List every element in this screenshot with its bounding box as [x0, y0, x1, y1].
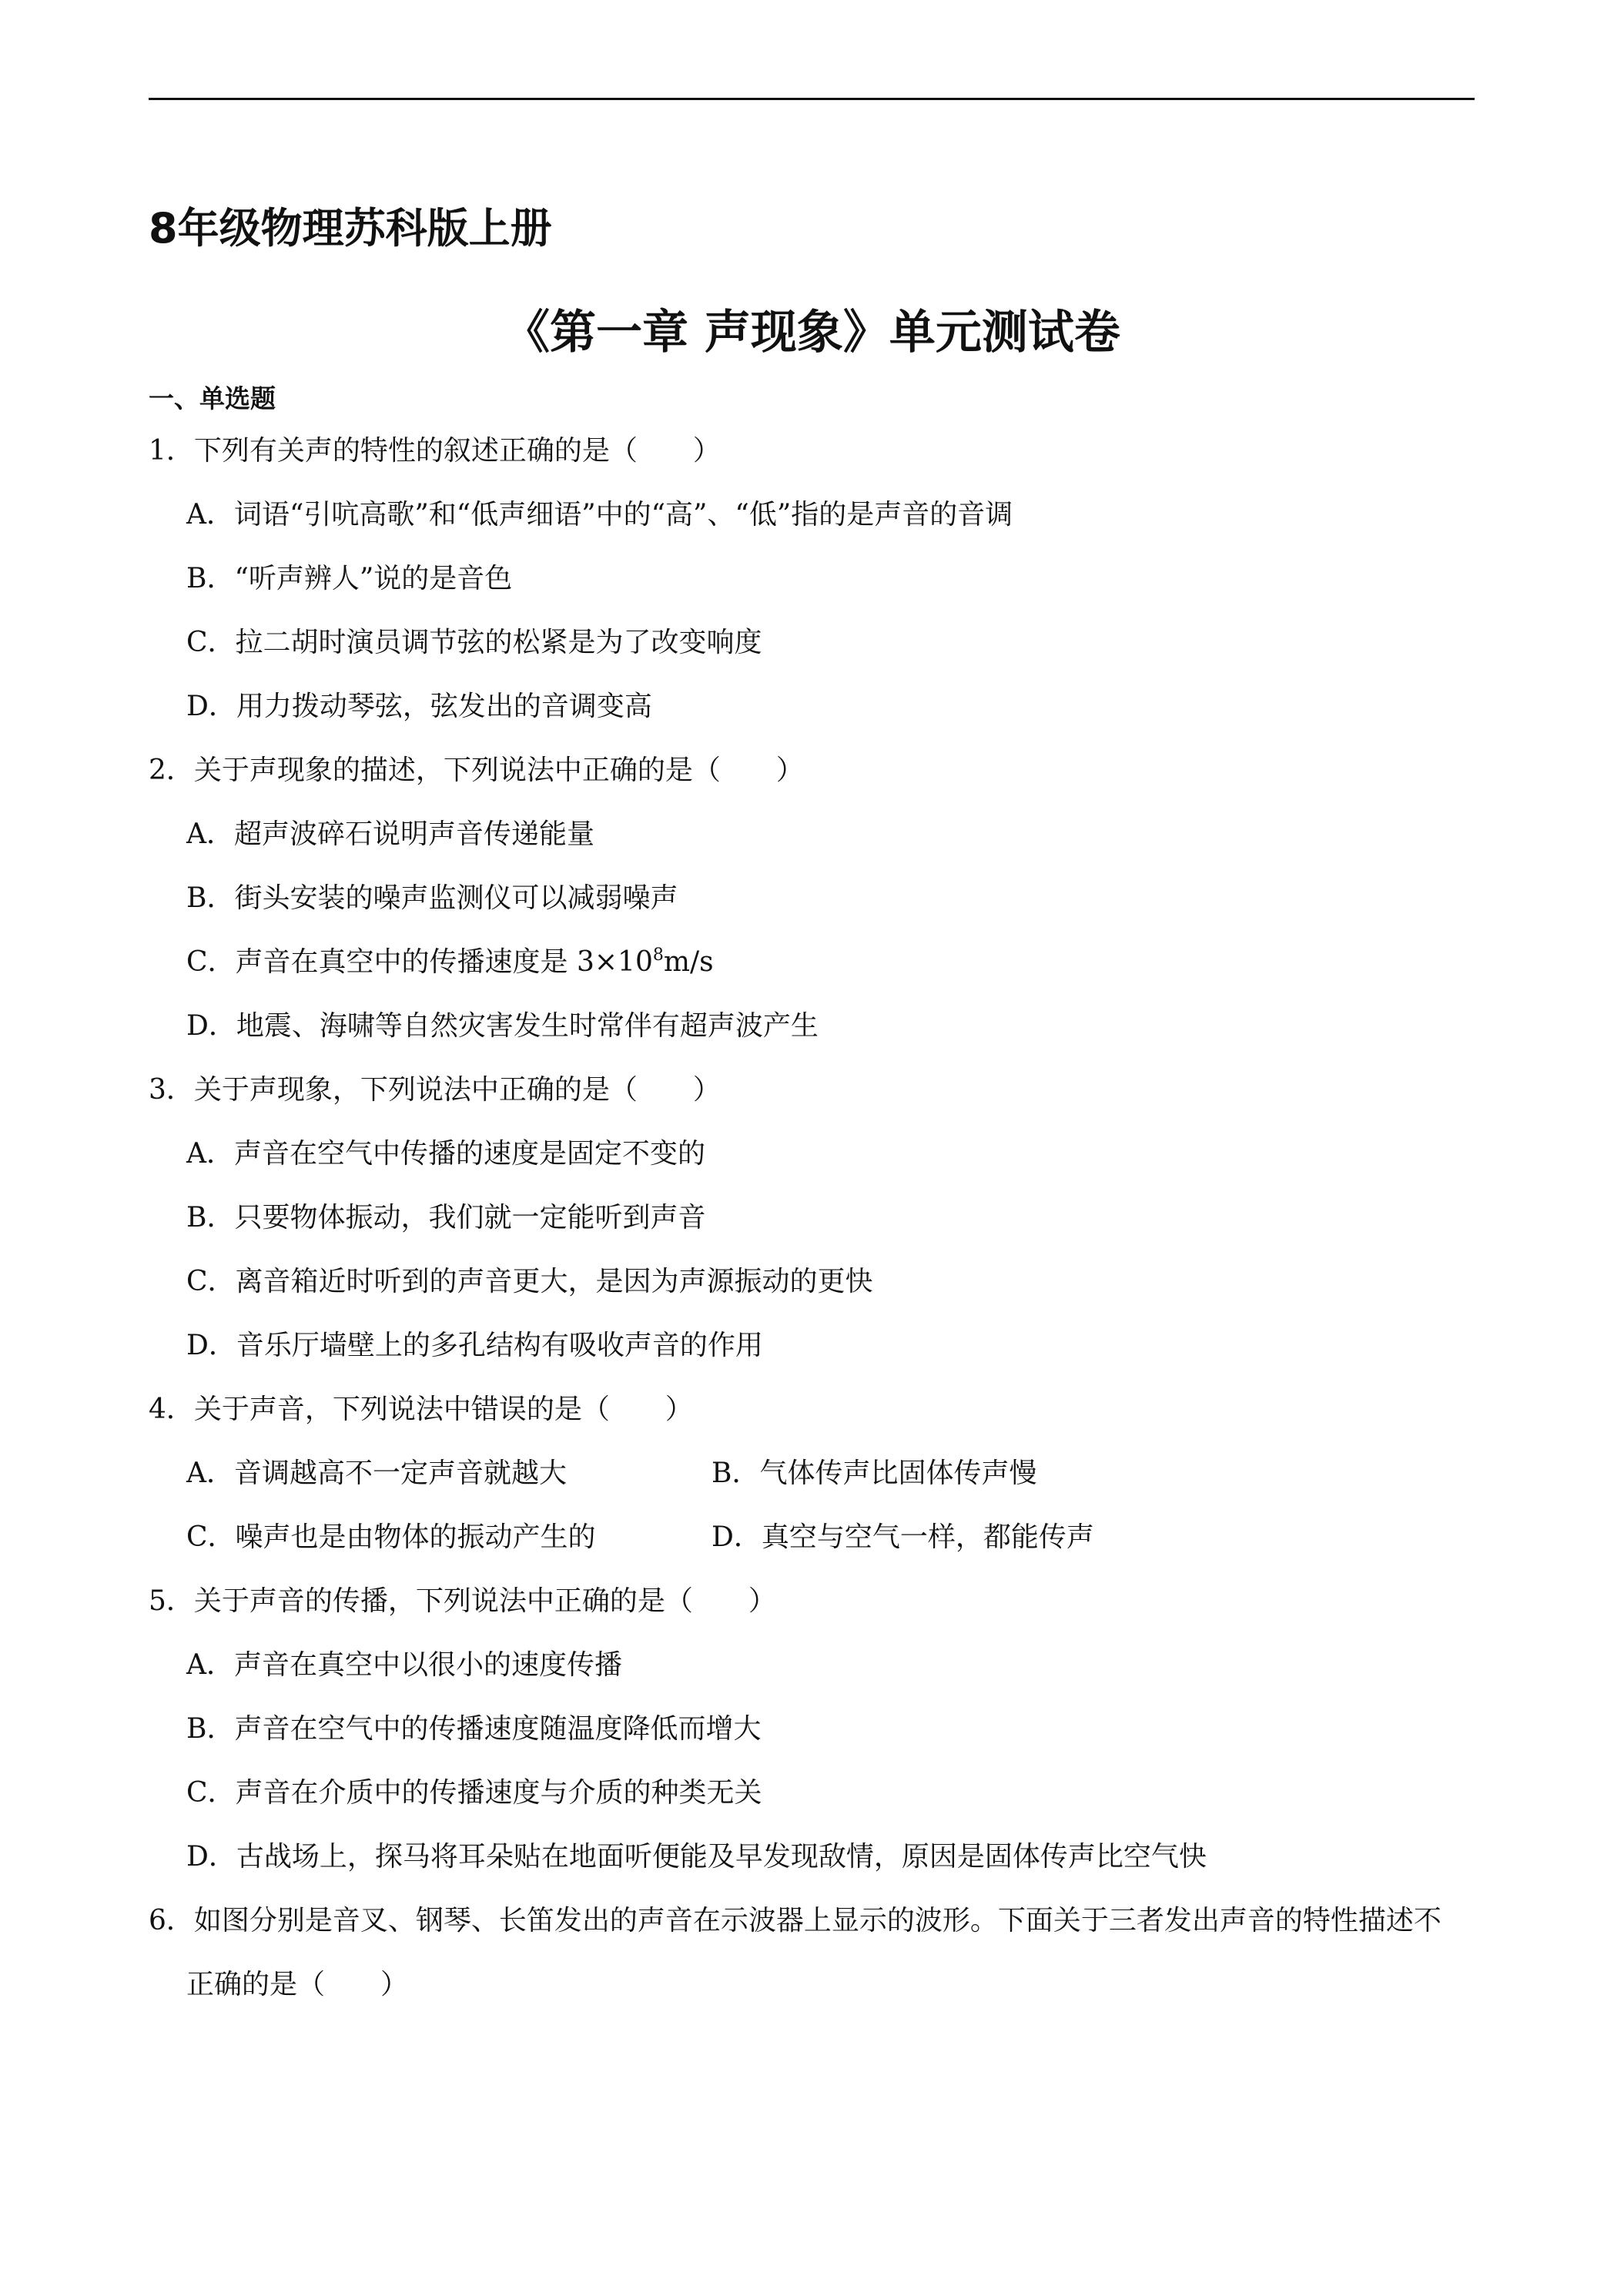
question-2-option-c — [186, 943, 714, 982]
question-6-stem-continued: 正确的是（ ） — [186, 1969, 409, 2000]
test-title: 《第一章 声现象》单元测试卷 — [504, 306, 1120, 360]
option-c-text: C．声音在真空中的传播速度是 3×10 — [186, 946, 653, 978]
question-3-option-a: A．声音在空气中传播的速度是固定不变的 — [186, 1138, 705, 1170]
question-2-stem: 2．关于声现象的描述，下列说法中正确的是（ ） — [149, 755, 804, 786]
question-5-option-b: B．声音在空气中的传播速度随温度降低而增大 — [186, 1713, 762, 1745]
question-5-option-a: A．声音在真空中以很小的速度传播 — [186, 1649, 622, 1681]
question-6-stem: 6．如图分别是音叉、钢琴、长笛发出的声音在示波器上显示的波形。下面关于三者发出声音的特性描述不 — [149, 1905, 1442, 1936]
question-2-option-d: D．地震、海啸等自然灾害发生时常伴有超声波产生 — [186, 1010, 819, 1042]
course-heading: 8年级物理苏科版上册 — [149, 204, 552, 253]
question-4-option-a: A．音调越高不一定声音就越大 — [186, 1458, 567, 1489]
header-rule — [149, 98, 1475, 100]
question-4-option-b: B．气体传声比固体传声慢 — [712, 1458, 1037, 1489]
exponent: 8 — [652, 946, 664, 965]
question-2-option-a: A．超声波碎石说明声音传递能量 — [186, 818, 594, 850]
question-1-option-d: D．用力拨动琴弦，弦发出的音调变高 — [186, 691, 652, 722]
question-2-option-b: B．街头安装的噪声监测仪可以减弱噪声 — [186, 882, 678, 914]
question-4-stem: 4．关于声音，下列说法中错误的是（ ） — [149, 1394, 693, 1425]
question-4-option-c: C．噪声也是由物体的振动产生的 — [186, 1521, 596, 1553]
option-c-unit: m/s — [663, 946, 714, 978]
question-1-option-a: A．词语“引吭高歌”和“低声细语”中的“高”、“低”指的是声音的音调 — [186, 499, 1013, 530]
question-5-option-d: D．古战场上，探马将耳朵贴在地面听便能及早发现敌情，原因是固体传声比空气快 — [186, 1841, 1207, 1873]
question-3-stem: 3．关于声现象，下列说法中正确的是（ ） — [149, 1074, 721, 1106]
question-3-option-d: D．音乐厅墙壁上的多孔结构有吸收声音的作用 — [186, 1330, 763, 1361]
question-1-stem: 1．下列有关声的特性的叙述正确的是（ ） — [149, 435, 721, 467]
question-3-option-c: C．离音箱近时听到的声音更大，是因为声源振动的更快 — [186, 1266, 873, 1297]
question-5-option-c: C．声音在介质中的传播速度与介质的种类无关 — [186, 1777, 762, 1809]
question-5-stem: 5．关于声音的传播，下列说法中正确的是（ ） — [149, 1585, 776, 1617]
question-3-option-b: B．只要物体振动，我们就一定能听到声音 — [186, 1202, 706, 1233]
question-1-option-c: C．拉二胡时演员调节弦的松紧是为了改变响度 — [186, 627, 762, 658]
question-1-option-b: B．“听声辨人”说的是音色 — [186, 563, 513, 594]
question-4-option-d: D．真空与空气一样，都能传声 — [712, 1521, 1094, 1553]
section-title: 一、单选题 — [149, 383, 276, 413]
